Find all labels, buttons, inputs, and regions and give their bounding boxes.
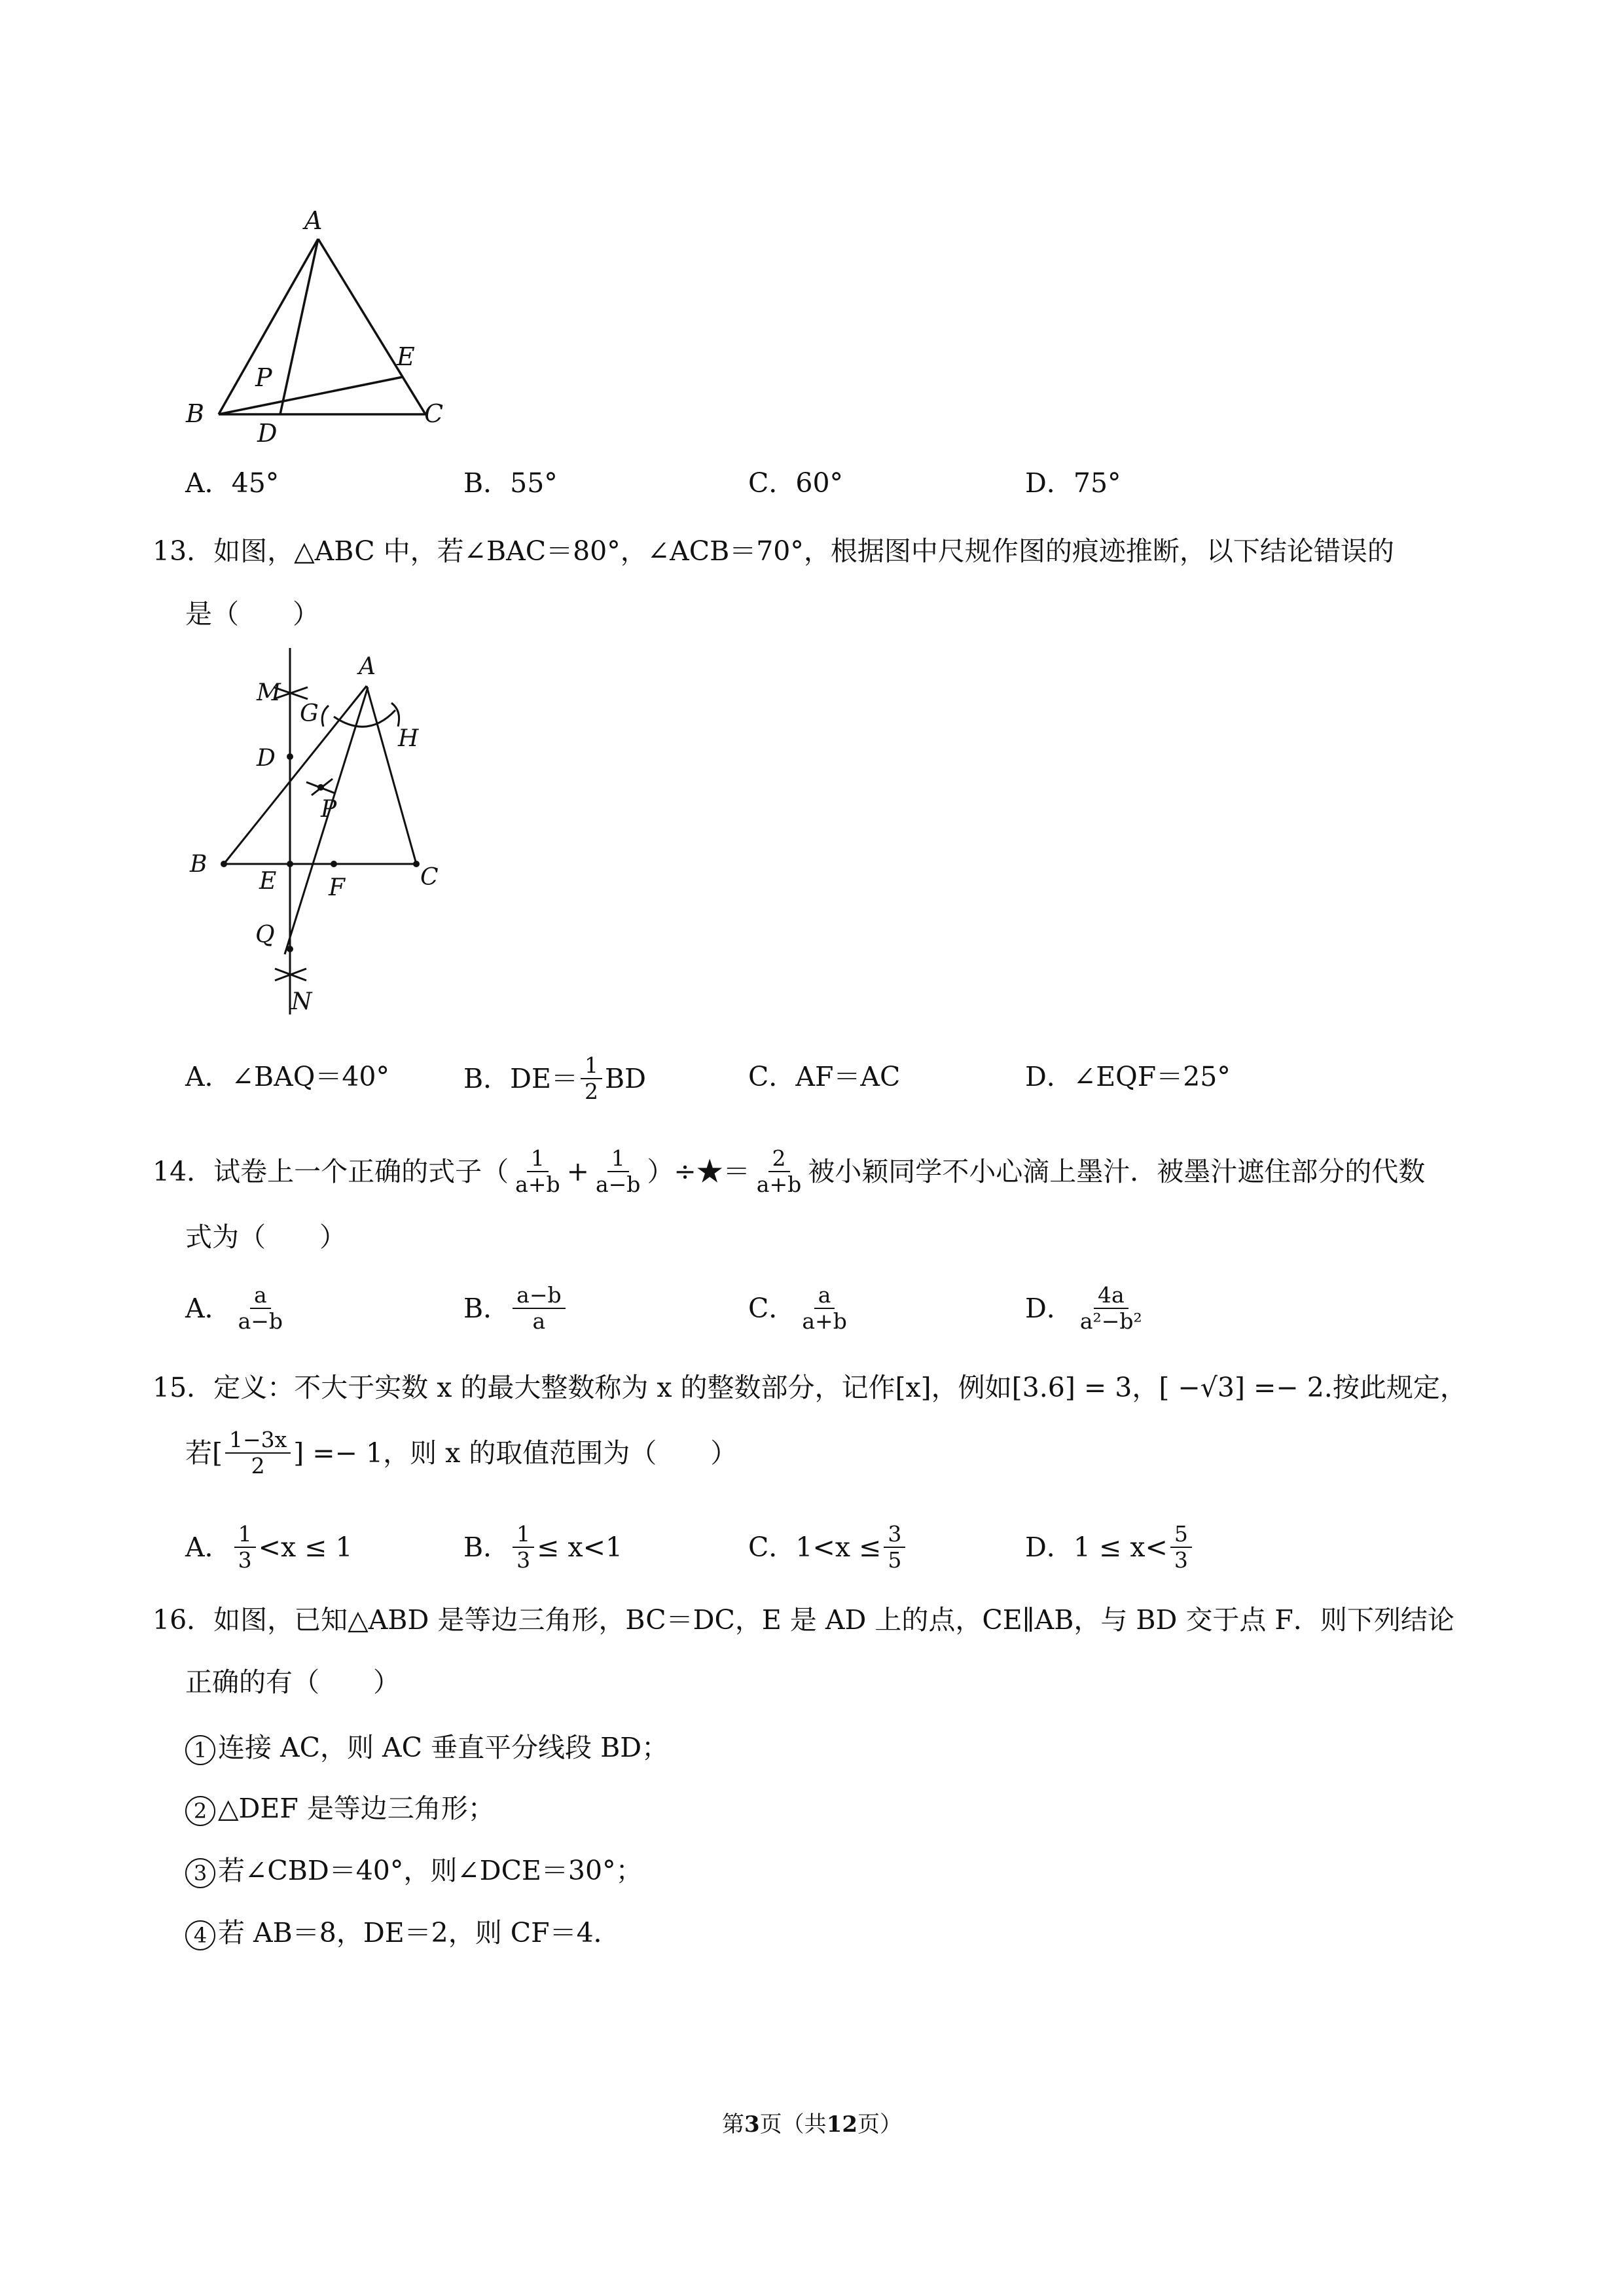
q15-text-line2: 若[ $\frac{1-3x}{2}$ ] =− 1，则 x 的取值范围为（ ）	[185, 1427, 738, 1479]
q14-text-line2: 式为（ ）	[185, 1221, 346, 1253]
circled-number-2: 2	[185, 1796, 215, 1826]
q12-option-b[interactable]: B． 55°	[463, 467, 558, 499]
figure-q12	[183, 196, 458, 445]
fig13-label-e: E	[259, 868, 277, 895]
q12-option-d[interactable]: D． 75°	[1025, 467, 1121, 499]
q14-fraction-1: $\frac{1}{a+b}$	[515, 1145, 560, 1197]
fig12-label-d: D	[257, 419, 278, 445]
q14-option-b[interactable]: B． $\frac{a-b}{a}$	[463, 1283, 568, 1334]
q16-statement-4: 4 若 AB＝8，DE＝2，则 CF＝4．	[185, 1913, 621, 1952]
q12-option-c[interactable]: C． 60°	[748, 467, 844, 499]
fig13-label-g: G	[300, 700, 319, 727]
fig13-label-p: P	[321, 796, 337, 823]
q14-option-c-fraction: $\frac{a}{a+b}$	[802, 1282, 847, 1334]
circled-number-4: 4	[185, 1920, 215, 1950]
fig12-label-c: C	[424, 399, 444, 428]
fig12-label-e: E	[397, 342, 415, 371]
q13-option-a[interactable]: A． ∠BAQ＝40°	[185, 1061, 389, 1092]
fig13-label-a: A	[359, 653, 376, 680]
fig13-label-n: N	[291, 988, 312, 1015]
q15-option-a[interactable]: A． $\frac{1}{3}$ <x ≤ 1	[185, 1521, 353, 1573]
q15-option-a-fraction: $\frac{1}{3}$	[234, 1522, 256, 1573]
fig12-label-p: P	[255, 363, 272, 392]
q14-option-d[interactable]: D． $\frac{4a}{\text{a²−b²}}$	[1025, 1283, 1149, 1334]
q13-option-b-fraction: $\frac{1}{2}$	[581, 1053, 602, 1104]
q14-fraction-2: $\frac{1}{a-b}$	[595, 1145, 641, 1197]
q15-option-b-fraction: $\frac{1}{3}$	[513, 1522, 534, 1573]
q14-option-c[interactable]: C． $\frac{a}{a+b}$	[748, 1283, 854, 1334]
q16-text-line1: 16．如图，已知△ABD 是等边三角形，BC＝DC，E 是 AD 上的点，CE∥AB，与 BD 交于点 F．则下列结论	[153, 1604, 1454, 1636]
q16-text-line2: 正确的有（ ）	[185, 1666, 400, 1698]
q15-text-line1: 15．定义：不大于实数 x 的最大整数称为 x 的整数部分，记作[x]，例如[3.6] = 3，[ −√3] =− 2.按此规定，	[153, 1372, 1467, 1403]
q14-option-a-fraction: $\frac{a}{a-b}$	[238, 1282, 283, 1334]
q16-statement-3: 3 若∠CBD＝40°，则∠DCE＝30°；	[185, 1851, 643, 1890]
fig13-label-f: F	[329, 874, 345, 901]
q16-statement-1: 1 连接 AC，则 AC 垂直平分线段 BD；	[185, 1728, 668, 1767]
fig12-label-a: A	[304, 206, 323, 235]
q14-option-a[interactable]: A． $\frac{a}{a-b}$	[185, 1283, 289, 1334]
fig13-label-b: B	[190, 851, 208, 878]
fig12-label-b: B	[186, 399, 204, 428]
figure-q13	[183, 648, 563, 1034]
q13-option-b[interactable]: B． DE＝ $\frac{1}{2}$ BD	[463, 1052, 646, 1104]
q16-statement-2: 2 △DEF 是等边三角形；	[185, 1789, 495, 1828]
q12-option-a[interactable]: A． 45°	[185, 467, 280, 499]
q13-option-d[interactable]: D． ∠EQF＝25°	[1025, 1061, 1231, 1092]
q15-option-d[interactable]: D． 1 ≤ x< $\frac{5}{3}$	[1025, 1522, 1195, 1573]
fig13-label-m: M	[257, 679, 281, 706]
fig13-label-c: C	[420, 864, 439, 891]
q15-option-b[interactable]: B． $\frac{1}{3}$ ≤ x<1	[463, 1521, 623, 1573]
fig13-label-d: D	[257, 745, 276, 772]
circled-number-3: 3	[185, 1858, 215, 1888]
q15-option-c-fraction: $\frac{3}{5}$	[884, 1522, 905, 1573]
q13-option-c[interactable]: C． AF＝AC	[748, 1061, 901, 1092]
fig13-label-q: Q	[255, 922, 275, 948]
fig13-label-h: H	[398, 725, 419, 752]
q14-text-line1: 14． 试卷上一个正确的式子（ $\frac{1}{a+b}$ + $\frac{1}{a-b}$ ）÷★＝ $\frac{2}{a+b}$ 被小颖同学不小心滴上墨汁．被墨汁遮住部分的代数	[153, 1145, 1426, 1197]
q15-option-d-fraction: $\frac{5}{3}$	[1170, 1522, 1192, 1573]
q14-fraction-3: $\frac{2}{a+b}$	[756, 1145, 802, 1197]
q14-option-b-fraction: $\frac{a-b}{a}$	[513, 1283, 565, 1334]
circled-number-1: 1	[185, 1735, 215, 1765]
q13-text-line2: 是（ ）	[185, 598, 319, 630]
q14-option-d-fraction: $\frac{4a}{\text{a²−b²}}$	[1079, 1282, 1142, 1334]
q15-option-c[interactable]: C． 1<x ≤ $\frac{3}{5}$	[748, 1522, 908, 1573]
q15-fraction: $\frac{1-3x}{2}$	[225, 1427, 291, 1479]
page-footer: 第3页（共12页）	[722, 2111, 902, 2138]
q13-text-line1: 13．如图，△ABC 中，若∠BAC＝80°，∠ACB＝70°，根据图中尺规作图的痕迹推断，以下结论错误的	[153, 535, 1394, 567]
